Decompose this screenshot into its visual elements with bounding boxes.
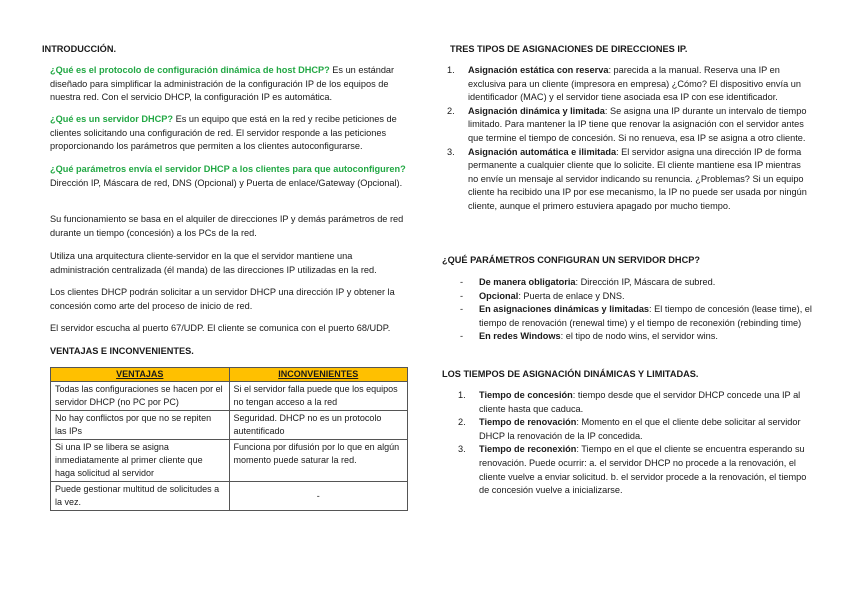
list-item-text: : Se asigna una IP durante un intervalo de tiempo limitado. Para mantener la IP tiene que renovar la asignación con el servidor antes que termine el tiempo de concesión. Si no renueva, esa IP se asigna a otro cliente. (468, 105, 807, 143)
list-dash: - (460, 304, 464, 315)
table-cell: - (229, 482, 408, 511)
list-item (460, 303, 812, 330)
list-item-title: Opcional (479, 290, 519, 301)
list-item-text: : El tiempo de concesión (lease time), el tiempo de renovación (renewal time) y el tiempo de reconexión (rebinding time) (479, 304, 812, 328)
list-item-text: : Tiempo en el que el cliente se encuentra esperando su renovación. Puede ocurrir: a. el servidor DHCP no procede a la renovación, el cliente vuelve a enviar solicitud. b. el servidor procede a la renovación, el tiempo de concesión vuelve a inicializarse. (479, 444, 807, 496)
table-cell: Funciona por difusión por lo que en algún momento puede saturar la red. (229, 440, 408, 482)
list-item-title: En asignaciones dinámicas y limitadas (479, 304, 650, 315)
list-number: 3. (447, 146, 455, 157)
list-dash: - (460, 277, 464, 287)
intro-q3 (50, 163, 408, 190)
table-row (51, 440, 408, 482)
question-dhcp-protocol: ¿Qué es el protocolo de configuración dinámica de host DHCP? (50, 65, 330, 75)
list-item (458, 389, 812, 416)
table-row (51, 482, 408, 511)
column-header-ventajas: VENTAJAS (51, 368, 230, 382)
table-cell: No hay conflictos por que no se repiten las IPs (51, 411, 230, 440)
assignment-times-list (458, 389, 812, 498)
paragraph-ports: El servidor escucha al puerto 67/UDP. El cliente se comunica con el puerto 68/UDP. (50, 323, 391, 333)
list-item (447, 64, 810, 105)
list-item-text: : el tipo de nodo wins, el servidor wins. (560, 331, 718, 342)
list-item-text: : Puerta de enlace y DNS. (518, 290, 625, 301)
list-item-title: Tiempo de renovación (479, 417, 577, 428)
list-item-text: : parecida a la manual. Reserva una IP en exclusiva para un cliente (impresora en empresa) ¿Cómo? El dispositivo envía un identificador (MAC) y el servidor tiene asociada esa IP con ese identificador. (468, 65, 801, 103)
list-item-title: Tiempo de reconexión (479, 444, 577, 455)
list-item-title: En redes Windows (479, 331, 561, 342)
list-number: 2. (458, 417, 466, 428)
table-cell: Todas las configuraciones se hacen por el servidor DHCP (no PC por PC) (51, 382, 230, 411)
list-item-title: Asignación dinámica y limitada (468, 105, 605, 116)
assignment-types-list (447, 64, 810, 214)
list-item-title: Asignación estática con reserva (468, 65, 609, 75)
intro-heading: INTRODUCCIÓN. (42, 44, 117, 54)
table-row (51, 411, 408, 440)
list-item (460, 276, 812, 290)
list-item-title: Asignación automática e ilimitada (468, 146, 617, 157)
list-item-title: De manera obligatoria (479, 277, 576, 287)
paragraph-architecture: Utiliza una arquitectura cliente-servidor en la que el servidor mantiene una administración centralizada (él manda) de las direcciones IP utilizadas en la red. (50, 251, 377, 275)
list-item (458, 443, 812, 497)
list-item-text: : tiempo desde que el servidor DHCP concede una IP al cliente hasta que caduca. (479, 390, 801, 414)
list-item (460, 330, 812, 344)
list-number: 1. (447, 65, 455, 75)
question-dhcp-server: ¿Qué es un servidor DHCP? (50, 114, 174, 124)
list-number: 2. (447, 105, 455, 116)
list-number: 1. (458, 390, 466, 400)
list-dash: - (460, 290, 464, 301)
server-params-heading: ¿QUÉ PARÁMETROS CONFIGURAN UN SERVIDOR DHCP? (442, 255, 700, 265)
list-item-text: : Dirección IP, Máscara de subred. (575, 277, 716, 287)
list-item (460, 290, 812, 304)
table-cell: Si una IP se libera se asigna inmediatamente al primer cliente que haga solicitud al servidor (51, 440, 230, 482)
pros-cons-heading: VENTAJAS E INCONVENIENTES. (50, 346, 194, 356)
list-item (447, 105, 810, 146)
list-number: 3. (458, 444, 466, 455)
list-item (447, 146, 810, 214)
answer-dhcp-params: Dirección IP, Máscara de red, DNS (Opcional) y Puerta de enlace/Gateway (Opcional). (50, 177, 403, 188)
assignment-times-heading: LOS TIEMPOS DE ASIGNACIÓN DINÁMICAS Y LIMITADAS. (442, 369, 699, 379)
table-cell: Si el servidor falla puede que los equipos no tengan acceso a la red (229, 382, 408, 411)
pros-cons-table (50, 367, 408, 511)
table-cell: Puede gestionar multitud de solicitudes a la vez. (51, 482, 230, 511)
column-header-inconvenientes: INCONVENIENTES (229, 368, 408, 382)
intro-q1 (50, 64, 406, 105)
table-header-row (51, 368, 408, 382)
list-item-text: : El servidor asigna una dirección IP de forma permanente a cualquier cliente que lo solicite. El cliente mantiene esa IP mientras no envíe un mensaje al servidor indicando su renuncia. ¿Problemas? Si un equipo cliente ha recibido una IP por ese mecanismo, la IP no puede ser usada por ningún cliente, aunque el primero estuviera apagado por mucho tiempo. (468, 146, 807, 211)
list-dash: - (460, 331, 464, 342)
list-item (458, 416, 812, 443)
assignment-types-heading: TRES TIPOS DE ASIGNACIONES DE DIRECCIONES IP. (450, 44, 688, 54)
server-params-list (460, 276, 812, 344)
table-cell: Seguridad. DHCP no es un protocolo autentificado (229, 411, 408, 440)
paragraph-clients: Los clientes DHCP podrán solicitar a un servidor DHCP una dirección IP y obtener la concesión como arte del proceso de inicio de red. (50, 287, 395, 311)
paragraph-functioning: Su funcionamiento se basa en el alquiler de direcciones IP y demás parámetros de red durante un tiempo (concesión) a los PCs de la red. (50, 214, 404, 238)
list-item-title: Tiempo de concesión (479, 390, 573, 400)
table-row (51, 382, 408, 411)
question-dhcp-params: ¿Qué parámetros envía el servidor DHCP a los clientes para que autoconfiguren? (50, 164, 406, 174)
intro-q2 (50, 113, 408, 154)
list-item-text: : Momento en el que el cliente debe solicitar al servidor DHCP la renovación de la IP concedida. (479, 417, 801, 441)
answer-dhcp-protocol: Es un estándar diseñado para simplificar la administración de la configuración IP de los equipos de nuestra red. Con el servicio DHCP, la configuración IP es automática. (50, 65, 395, 103)
answer-dhcp-server: Es un equipo que está en la red y recibe peticiones de clientes solicitando una configuración de red. El servidor responde a las peticiones proporcionando los parámetros que permiten a los clientes autoconfigurarse. (50, 114, 397, 152)
